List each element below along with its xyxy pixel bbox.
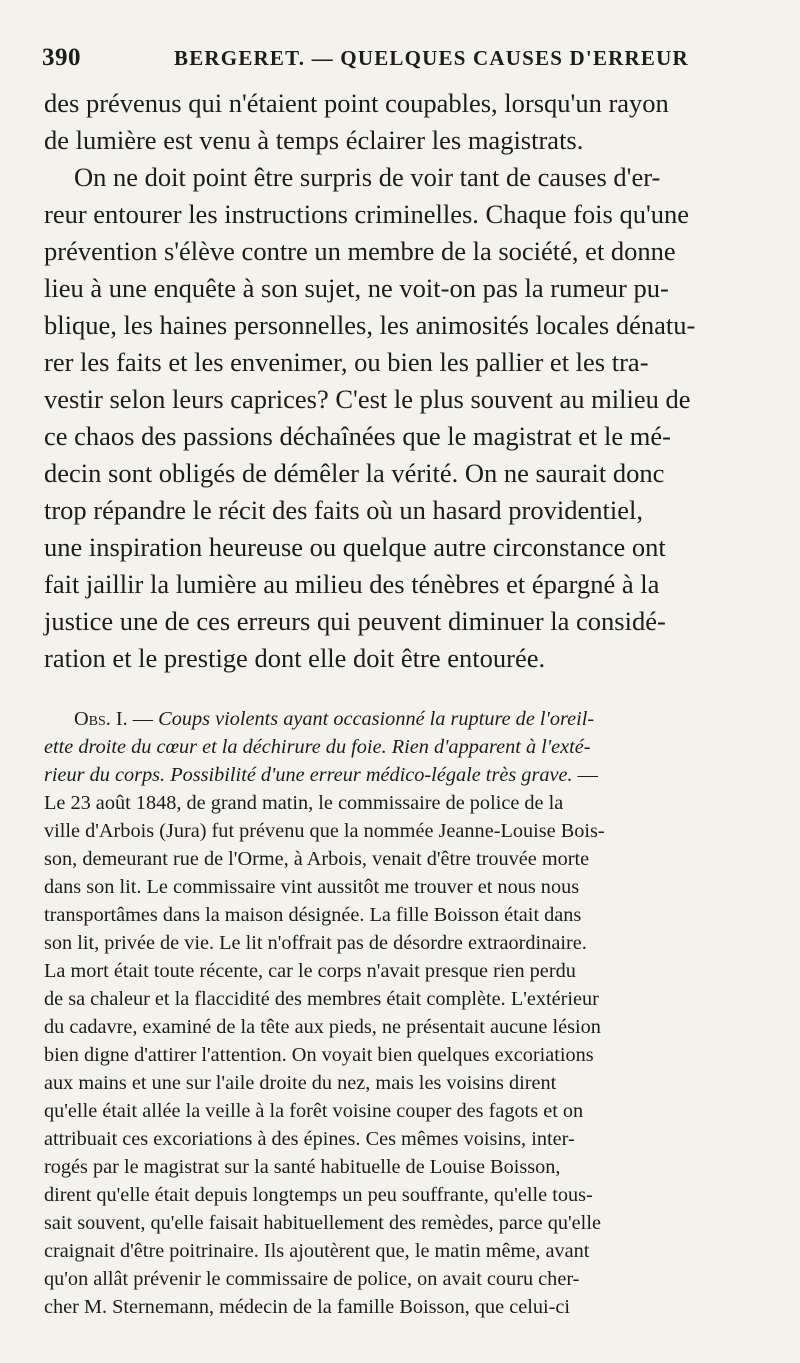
text-line: reur entourer les instructions criminelles. Chaque fois qu'une <box>44 199 690 229</box>
text-line: trop répandre le récit des faits où un hasard providentiel, <box>44 495 643 525</box>
text-line: qu'on allât prévenir le commissaire de police, on avait couru cher- <box>44 1268 580 1290</box>
text-line: de sa chaleur et la flaccidité des membres était complète. L'extérieur <box>44 988 599 1010</box>
text-line: transportâmes dans la maison désignée. La fille Boisson était dans <box>44 904 582 926</box>
text-line: ville d'Arbois (Jura) fut prévenu que la nommée Jeanne-Louise Bois- <box>44 820 605 842</box>
observation-dash: — <box>572 764 598 786</box>
page-number: 390 <box>42 44 81 71</box>
observation-title: Coups violents ayant occasionné la rupture de l'oreil- <box>158 708 595 730</box>
text-line: attribuait ces excoriations à des épines. Ces mêmes voisins, inter- <box>44 1128 575 1150</box>
text-line: des prévenus qui n'étaient point coupables, lorsqu'un rayon <box>44 88 669 118</box>
observation-first-line <box>74 708 594 731</box>
text-line: blique, les haines personnelles, les animosités locales dénatu- <box>44 310 696 340</box>
text-line: Le 23 août 1848, de grand matin, le commissaire de police de la <box>44 792 564 814</box>
text-line: cher M. Sternemann, médecin de la famille Boisson, que celui-ci <box>44 1296 571 1318</box>
text-line: ce chaos des passions déchaînées que le magistrat et le mé- <box>44 421 671 451</box>
text-line: qu'elle était allée la veille à la forêt voisine couper des fagots et on <box>44 1100 584 1122</box>
text-line: craignait d'être poitrinaire. Ils ajoutèrent que, le matin même, avant <box>44 1240 590 1262</box>
observation-title-line: ette droite du cœur et la déchirure du foie. Rien d'apparent à l'exté- <box>44 736 591 758</box>
text-line: bien digne d'attirer l'attention. On voyait bien quelques excoriations <box>44 1044 594 1066</box>
text-line: son lit, privée de vie. Le lit n'offrait pas de désordre extraordinaire. <box>44 932 587 954</box>
observation-title-last-line <box>44 764 598 787</box>
running-title: BERGERET. — QUELQUES CAUSES D'ERREUR <box>174 46 689 70</box>
text-line: une inspiration heureuse ou quelque autre circonstance ont <box>44 532 666 562</box>
text-line: prévention s'élève contre un membre de la société, et donne <box>44 236 676 266</box>
text-line: On ne doit point être surpris de voir tant de causes d'er- <box>74 162 661 192</box>
text-line: rogés par le magistrat sur la santé habituelle de Louise Boisson, <box>44 1156 561 1178</box>
observation-label: Obs. I. — <box>74 708 154 730</box>
text-line: La mort était toute récente, car le corps n'avait presque rien perdu <box>44 960 576 982</box>
text-line: dirent qu'elle était depuis longtemps un peu souffrante, qu'elle tous- <box>44 1184 593 1206</box>
text-line: dans son lit. Le commissaire vint aussitôt me trouver et nous nous <box>44 876 580 898</box>
text-line: de lumière est venu à temps éclairer les magistrats. <box>44 125 584 155</box>
text-line: rer les faits et les envenimer, ou bien les pallier et les tra- <box>44 347 649 377</box>
text-line: du cadavre, examiné de la tête aux pieds, ne présentait aucune lésion <box>44 1016 601 1038</box>
page-header <box>42 38 762 78</box>
text-line: justice une de ces erreurs qui peuvent diminuer la considé- <box>44 606 666 636</box>
text-line: ration et le prestige dont elle doit être entourée. <box>44 643 546 673</box>
text-line: lieu à une enquête à son sujet, ne voit-on pas la rumeur pu- <box>44 273 669 303</box>
text-line: aux mains et une sur l'aile droite du nez, mais les voisins dirent <box>44 1072 557 1094</box>
text-line: vestir selon leurs caprices? C'est le plus souvent au milieu de <box>44 384 691 414</box>
text-line: decin sont obligés de démêler la vérité. On ne saurait donc <box>44 458 665 488</box>
text-line: fait jaillir la lumière au milieu des ténèbres et épargné à la <box>44 569 660 599</box>
text-line: sait souvent, qu'elle faisait habituellement des remèdes, parce qu'elle <box>44 1212 601 1234</box>
observation-title-text: rieur du corps. Possibilité d'une erreur médico-légale très grave. <box>44 764 573 786</box>
text-line: son, demeurant rue de l'Orme, à Arbois, venait d'être trouvée morte <box>44 848 590 870</box>
